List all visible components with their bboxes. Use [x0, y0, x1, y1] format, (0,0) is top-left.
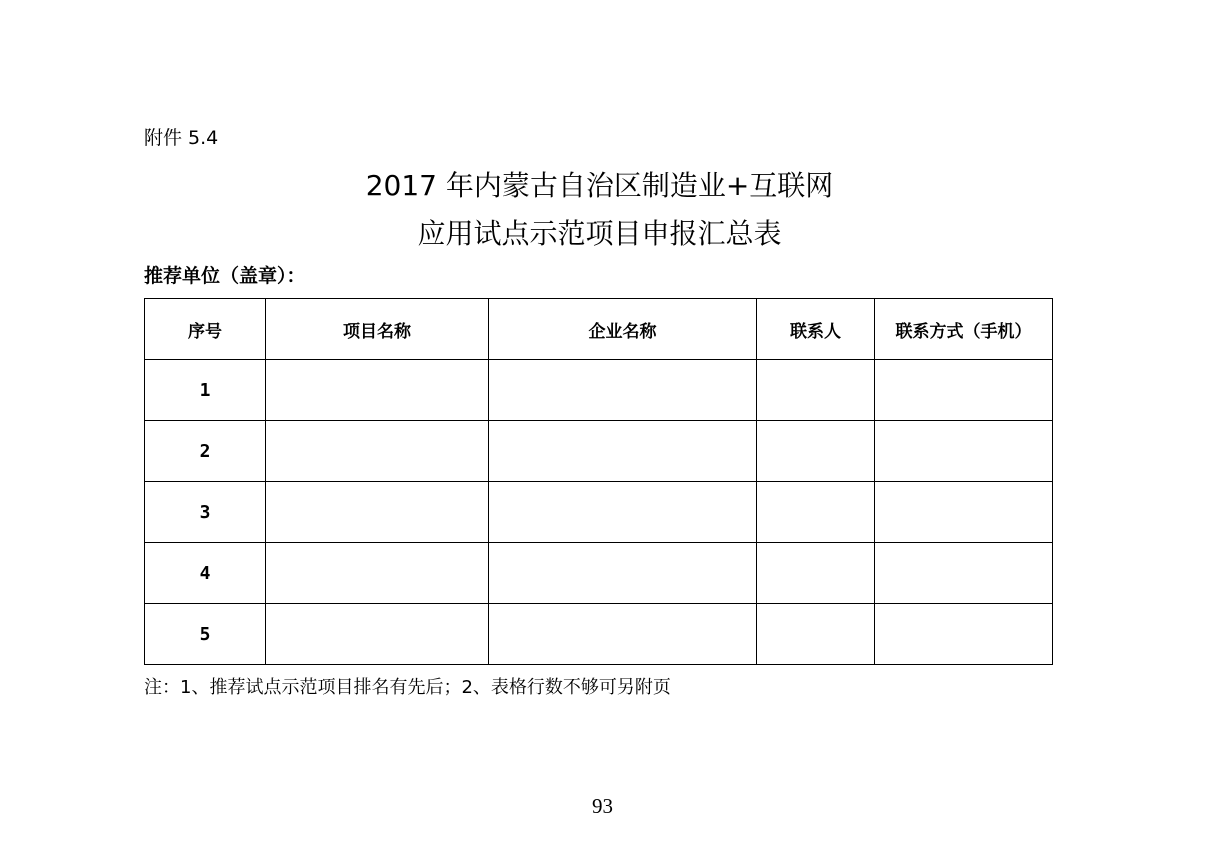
summary-table	[144, 298, 1053, 665]
company-name-cell[interactable]	[489, 421, 757, 482]
document-title-line-2: 应用试点示范项目申报汇总表	[417, 217, 782, 250]
company-name-cell[interactable]	[489, 543, 757, 604]
project-name-cell[interactable]	[266, 360, 489, 421]
contact-phone-cell[interactable]	[875, 360, 1053, 421]
row-serial: 4	[145, 543, 266, 604]
contact-phone-cell[interactable]	[875, 482, 1053, 543]
table-row	[145, 543, 1053, 604]
table-row	[145, 421, 1053, 482]
project-name-cell[interactable]	[266, 421, 489, 482]
contact-phone-cell[interactable]	[875, 421, 1053, 482]
table-row	[145, 360, 1053, 421]
header-company-name: 企业名称	[489, 299, 757, 360]
contact-person-cell[interactable]	[757, 360, 875, 421]
table-row	[145, 604, 1053, 665]
header-project-name: 项目名称	[266, 299, 489, 360]
attachment-label: 附件 5.4	[144, 127, 219, 149]
page-number: 93	[592, 794, 613, 818]
contact-phone-cell[interactable]	[875, 604, 1053, 665]
contact-phone-cell[interactable]	[875, 543, 1053, 604]
header-serial: 序号	[145, 299, 266, 360]
project-name-cell[interactable]	[266, 543, 489, 604]
row-serial: 5	[145, 604, 266, 665]
company-name-cell[interactable]	[489, 482, 757, 543]
company-name-cell[interactable]	[489, 604, 757, 665]
company-name-cell[interactable]	[489, 360, 757, 421]
header-contact-phone: 联系方式（手机）	[875, 299, 1053, 360]
contact-person-cell[interactable]	[757, 604, 875, 665]
row-serial: 2	[145, 421, 266, 482]
table-note: 注：1、推荐试点示范项目排名有先后；2、表格行数不够可另附页	[144, 677, 671, 698]
project-name-cell[interactable]	[266, 604, 489, 665]
contact-person-cell[interactable]	[757, 482, 875, 543]
table-row	[145, 482, 1053, 543]
row-serial: 3	[145, 482, 266, 543]
contact-person-cell[interactable]	[757, 421, 875, 482]
contact-person-cell[interactable]	[757, 543, 875, 604]
project-name-cell[interactable]	[266, 482, 489, 543]
recommend-unit-label: 推荐单位（盖章）：	[144, 265, 306, 287]
table-header-row	[145, 299, 1053, 360]
header-contact-person: 联系人	[757, 299, 875, 360]
row-serial: 1	[145, 360, 266, 421]
document-title-line-1: 2017 年内蒙古自治区制造业+互联网	[365, 169, 834, 202]
